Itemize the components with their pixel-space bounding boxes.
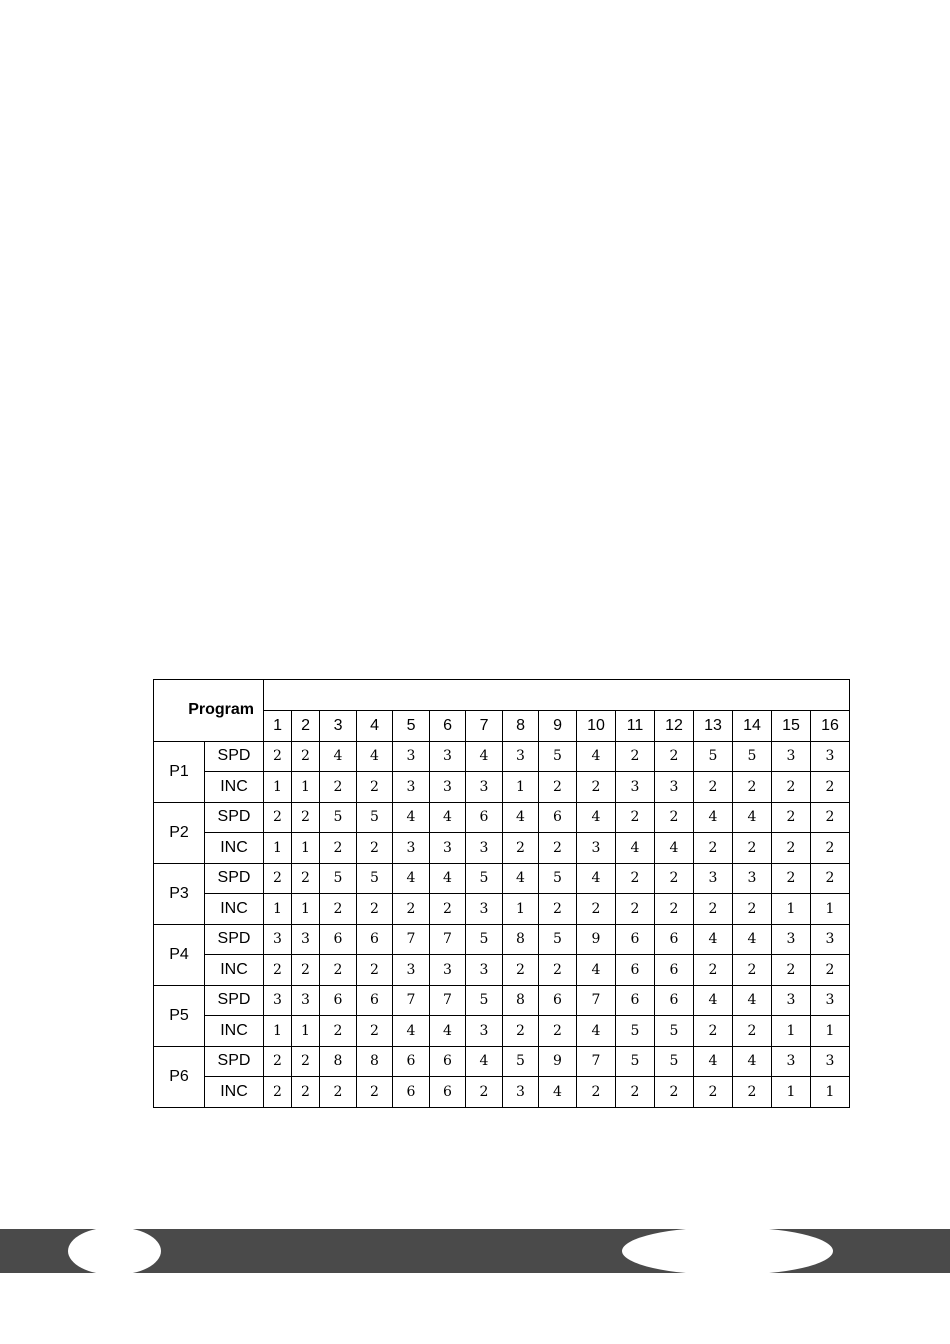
- value-cell: 2: [466, 1077, 503, 1108]
- value-cell: 2: [694, 772, 733, 803]
- row-type-label: SPD: [205, 802, 264, 833]
- row-type-label: INC: [205, 1077, 264, 1108]
- value-cell: 5: [357, 863, 393, 894]
- value-cell: 4: [539, 1077, 577, 1108]
- column-number: 8: [503, 711, 539, 742]
- value-cell: 2: [655, 894, 694, 925]
- value-cell: 1: [264, 833, 292, 864]
- program-name: P4: [154, 924, 205, 985]
- column-number: 4: [357, 711, 393, 742]
- value-cell: 3: [430, 955, 466, 986]
- value-cell: 4: [577, 1016, 616, 1047]
- value-cell: 4: [466, 741, 503, 772]
- value-cell: 3: [503, 1077, 539, 1108]
- value-cell: 1: [772, 894, 811, 925]
- value-cell: 2: [320, 772, 357, 803]
- value-cell: 5: [694, 741, 733, 772]
- value-cell: 3: [393, 741, 430, 772]
- value-cell: 3: [811, 985, 850, 1016]
- value-cell: 3: [466, 894, 503, 925]
- value-cell: 4: [393, 863, 430, 894]
- value-cell: 4: [694, 1046, 733, 1077]
- value-cell: 2: [292, 863, 320, 894]
- value-cell: 5: [466, 924, 503, 955]
- value-cell: 3: [811, 741, 850, 772]
- value-cell: 3: [430, 833, 466, 864]
- value-cell: 3: [772, 985, 811, 1016]
- value-cell: 2: [539, 772, 577, 803]
- value-cell: 2: [357, 894, 393, 925]
- row-type-label: SPD: [205, 863, 264, 894]
- header-blank-cell: [264, 680, 850, 711]
- column-number: 1: [264, 711, 292, 742]
- value-cell: 7: [577, 1046, 616, 1077]
- value-cell: 8: [320, 1046, 357, 1077]
- value-cell: 6: [539, 802, 577, 833]
- value-cell: 6: [430, 1077, 466, 1108]
- value-cell: 3: [694, 863, 733, 894]
- value-cell: 4: [616, 833, 655, 864]
- value-cell: 2: [357, 833, 393, 864]
- value-cell: 7: [393, 924, 430, 955]
- value-cell: 2: [733, 1016, 772, 1047]
- program-row: [154, 772, 850, 803]
- footer-label-oval: [622, 1227, 833, 1275]
- value-cell: 1: [772, 1016, 811, 1047]
- value-cell: 2: [292, 741, 320, 772]
- value-cell: 2: [357, 955, 393, 986]
- value-cell: 6: [357, 985, 393, 1016]
- value-cell: 4: [577, 741, 616, 772]
- value-cell: 2: [616, 863, 655, 894]
- value-cell: 3: [655, 772, 694, 803]
- value-cell: 9: [539, 1046, 577, 1077]
- value-cell: 2: [616, 802, 655, 833]
- value-cell: 5: [655, 1046, 694, 1077]
- program-row: [154, 1077, 850, 1108]
- value-cell: 6: [539, 985, 577, 1016]
- column-number: 13: [694, 711, 733, 742]
- value-cell: 5: [655, 1016, 694, 1047]
- value-cell: 2: [320, 1077, 357, 1108]
- value-cell: 6: [616, 924, 655, 955]
- value-cell: 2: [733, 1077, 772, 1108]
- row-type-label: INC: [205, 1016, 264, 1047]
- value-cell: 1: [264, 772, 292, 803]
- value-cell: 2: [320, 955, 357, 986]
- value-cell: 1: [292, 833, 320, 864]
- value-cell: 1: [811, 1016, 850, 1047]
- value-cell: 4: [503, 802, 539, 833]
- value-cell: 2: [264, 1077, 292, 1108]
- program-row: [154, 955, 850, 986]
- value-cell: 2: [655, 802, 694, 833]
- value-cell: 1: [811, 894, 850, 925]
- value-cell: 2: [655, 863, 694, 894]
- value-cell: 3: [466, 833, 503, 864]
- value-cell: 2: [772, 955, 811, 986]
- value-cell: 1: [292, 894, 320, 925]
- value-cell: 2: [694, 833, 733, 864]
- value-cell: 2: [292, 1077, 320, 1108]
- value-cell: 2: [733, 894, 772, 925]
- value-cell: 5: [733, 741, 772, 772]
- program-row: [154, 985, 850, 1016]
- value-cell: 6: [466, 802, 503, 833]
- value-cell: 2: [292, 802, 320, 833]
- program-row: [154, 924, 850, 955]
- value-cell: 5: [466, 985, 503, 1016]
- value-cell: 2: [503, 955, 539, 986]
- value-cell: 4: [733, 802, 772, 833]
- value-cell: 3: [466, 772, 503, 803]
- value-cell: 3: [503, 741, 539, 772]
- value-cell: 3: [292, 924, 320, 955]
- value-cell: 1: [503, 894, 539, 925]
- value-cell: 2: [655, 741, 694, 772]
- value-cell: 4: [733, 924, 772, 955]
- row-type-label: INC: [205, 833, 264, 864]
- value-cell: 7: [393, 985, 430, 1016]
- value-cell: 2: [694, 955, 733, 986]
- value-cell: 1: [292, 1016, 320, 1047]
- value-cell: 1: [264, 1016, 292, 1047]
- value-cell: 6: [430, 1046, 466, 1077]
- value-cell: 4: [503, 863, 539, 894]
- value-cell: 2: [539, 1016, 577, 1047]
- value-cell: 1: [264, 894, 292, 925]
- value-cell: 5: [616, 1016, 655, 1047]
- value-cell: 2: [539, 894, 577, 925]
- value-cell: 4: [430, 1016, 466, 1047]
- value-cell: 2: [264, 955, 292, 986]
- value-cell: 2: [772, 772, 811, 803]
- program-row: [154, 802, 850, 833]
- program-row: [154, 894, 850, 925]
- value-cell: 2: [357, 1077, 393, 1108]
- row-type-label: INC: [205, 772, 264, 803]
- value-cell: 2: [357, 772, 393, 803]
- value-cell: 5: [320, 863, 357, 894]
- value-cell: 3: [264, 985, 292, 1016]
- value-cell: 1: [811, 1077, 850, 1108]
- column-number: 6: [430, 711, 466, 742]
- value-cell: 2: [733, 772, 772, 803]
- value-cell: 4: [655, 833, 694, 864]
- program-name: P2: [154, 802, 205, 863]
- value-cell: 3: [577, 833, 616, 864]
- value-cell: 6: [320, 985, 357, 1016]
- value-cell: 3: [811, 924, 850, 955]
- value-cell: 2: [320, 1016, 357, 1047]
- value-cell: 4: [357, 741, 393, 772]
- column-number: 14: [733, 711, 772, 742]
- value-cell: 2: [811, 955, 850, 986]
- value-cell: 6: [655, 924, 694, 955]
- value-cell: 4: [694, 924, 733, 955]
- row-type-label: SPD: [205, 924, 264, 955]
- value-cell: 7: [430, 924, 466, 955]
- value-cell: 2: [292, 1046, 320, 1077]
- program-header-label: Program: [154, 680, 264, 742]
- value-cell: 2: [577, 1077, 616, 1108]
- value-cell: 5: [616, 1046, 655, 1077]
- column-number: 3: [320, 711, 357, 742]
- value-cell: 4: [466, 1046, 503, 1077]
- value-cell: 3: [264, 924, 292, 955]
- program-row: [154, 863, 850, 894]
- value-cell: 3: [292, 985, 320, 1016]
- value-cell: 3: [772, 741, 811, 772]
- value-cell: 2: [616, 894, 655, 925]
- column-number: 16: [811, 711, 850, 742]
- value-cell: 2: [577, 772, 616, 803]
- value-cell: 4: [694, 802, 733, 833]
- value-cell: 5: [466, 863, 503, 894]
- value-cell: 2: [694, 894, 733, 925]
- row-type-label: SPD: [205, 1046, 264, 1077]
- value-cell: 4: [577, 955, 616, 986]
- value-cell: 5: [539, 741, 577, 772]
- value-cell: 2: [264, 741, 292, 772]
- value-cell: 6: [393, 1077, 430, 1108]
- value-cell: 9: [577, 924, 616, 955]
- value-cell: 2: [264, 1046, 292, 1077]
- value-cell: 2: [616, 741, 655, 772]
- value-cell: 2: [733, 833, 772, 864]
- value-cell: 5: [539, 924, 577, 955]
- value-cell: 2: [539, 955, 577, 986]
- value-cell: 8: [503, 985, 539, 1016]
- value-cell: 5: [357, 802, 393, 833]
- value-cell: 6: [616, 985, 655, 1016]
- value-cell: 4: [733, 1046, 772, 1077]
- value-cell: 5: [539, 863, 577, 894]
- value-cell: 3: [430, 741, 466, 772]
- value-cell: 3: [616, 772, 655, 803]
- value-cell: 3: [393, 833, 430, 864]
- value-cell: 6: [616, 955, 655, 986]
- column-number: 11: [616, 711, 655, 742]
- value-cell: 2: [430, 894, 466, 925]
- value-cell: 3: [393, 955, 430, 986]
- value-cell: 1: [292, 772, 320, 803]
- value-cell: 6: [655, 955, 694, 986]
- column-number: 7: [466, 711, 503, 742]
- program-name: P1: [154, 741, 205, 802]
- value-cell: 2: [503, 1016, 539, 1047]
- value-cell: 4: [393, 1016, 430, 1047]
- value-cell: 2: [320, 894, 357, 925]
- value-cell: 4: [577, 802, 616, 833]
- program-name: P3: [154, 863, 205, 924]
- column-number: 9: [539, 711, 577, 742]
- row-type-label: SPD: [205, 985, 264, 1016]
- value-cell: 6: [655, 985, 694, 1016]
- value-cell: 2: [811, 833, 850, 864]
- value-cell: 2: [577, 894, 616, 925]
- value-cell: 4: [694, 985, 733, 1016]
- value-cell: 4: [393, 802, 430, 833]
- value-cell: 3: [430, 772, 466, 803]
- row-type-label: INC: [205, 894, 264, 925]
- value-cell: 2: [694, 1077, 733, 1108]
- value-cell: 7: [430, 985, 466, 1016]
- program-name: P5: [154, 985, 205, 1046]
- value-cell: 2: [772, 863, 811, 894]
- value-cell: 3: [733, 863, 772, 894]
- value-cell: 3: [393, 772, 430, 803]
- value-cell: 2: [292, 955, 320, 986]
- program-table: [153, 679, 850, 1108]
- column-number: 15: [772, 711, 811, 742]
- value-cell: 2: [264, 863, 292, 894]
- value-cell: 3: [811, 1046, 850, 1077]
- value-cell: 1: [772, 1077, 811, 1108]
- column-number: 5: [393, 711, 430, 742]
- value-cell: 2: [772, 833, 811, 864]
- value-cell: 2: [772, 802, 811, 833]
- row-type-label: SPD: [205, 741, 264, 772]
- value-cell: 5: [503, 1046, 539, 1077]
- footer-page-number-oval: [68, 1227, 161, 1275]
- value-cell: 6: [393, 1046, 430, 1077]
- value-cell: 4: [430, 802, 466, 833]
- value-cell: 8: [503, 924, 539, 955]
- value-cell: 7: [577, 985, 616, 1016]
- value-cell: 3: [772, 924, 811, 955]
- column-number: 2: [292, 711, 320, 742]
- value-cell: 2: [616, 1077, 655, 1108]
- program-row: [154, 1046, 850, 1077]
- program-name: P6: [154, 1046, 205, 1107]
- row-type-label: INC: [205, 955, 264, 986]
- header-row-top: [154, 680, 850, 711]
- value-cell: 3: [466, 1016, 503, 1047]
- value-cell: 3: [772, 1046, 811, 1077]
- program-row: [154, 833, 850, 864]
- value-cell: 8: [357, 1046, 393, 1077]
- program-row: [154, 1016, 850, 1047]
- value-cell: 6: [320, 924, 357, 955]
- value-cell: 4: [320, 741, 357, 772]
- value-cell: 5: [320, 802, 357, 833]
- value-cell: 6: [357, 924, 393, 955]
- value-cell: 1: [503, 772, 539, 803]
- value-cell: 2: [320, 833, 357, 864]
- value-cell: 2: [264, 802, 292, 833]
- value-cell: 2: [357, 1016, 393, 1047]
- value-cell: 2: [539, 833, 577, 864]
- value-cell: 2: [393, 894, 430, 925]
- column-number: 10: [577, 711, 616, 742]
- value-cell: 2: [655, 1077, 694, 1108]
- value-cell: 2: [503, 833, 539, 864]
- value-cell: 2: [811, 772, 850, 803]
- value-cell: 3: [466, 955, 503, 986]
- value-cell: 2: [733, 955, 772, 986]
- value-cell: 2: [694, 1016, 733, 1047]
- value-cell: 2: [811, 802, 850, 833]
- column-number: 12: [655, 711, 694, 742]
- value-cell: 4: [733, 985, 772, 1016]
- value-cell: 2: [811, 863, 850, 894]
- value-cell: 4: [577, 863, 616, 894]
- value-cell: 4: [430, 863, 466, 894]
- program-row: [154, 741, 850, 772]
